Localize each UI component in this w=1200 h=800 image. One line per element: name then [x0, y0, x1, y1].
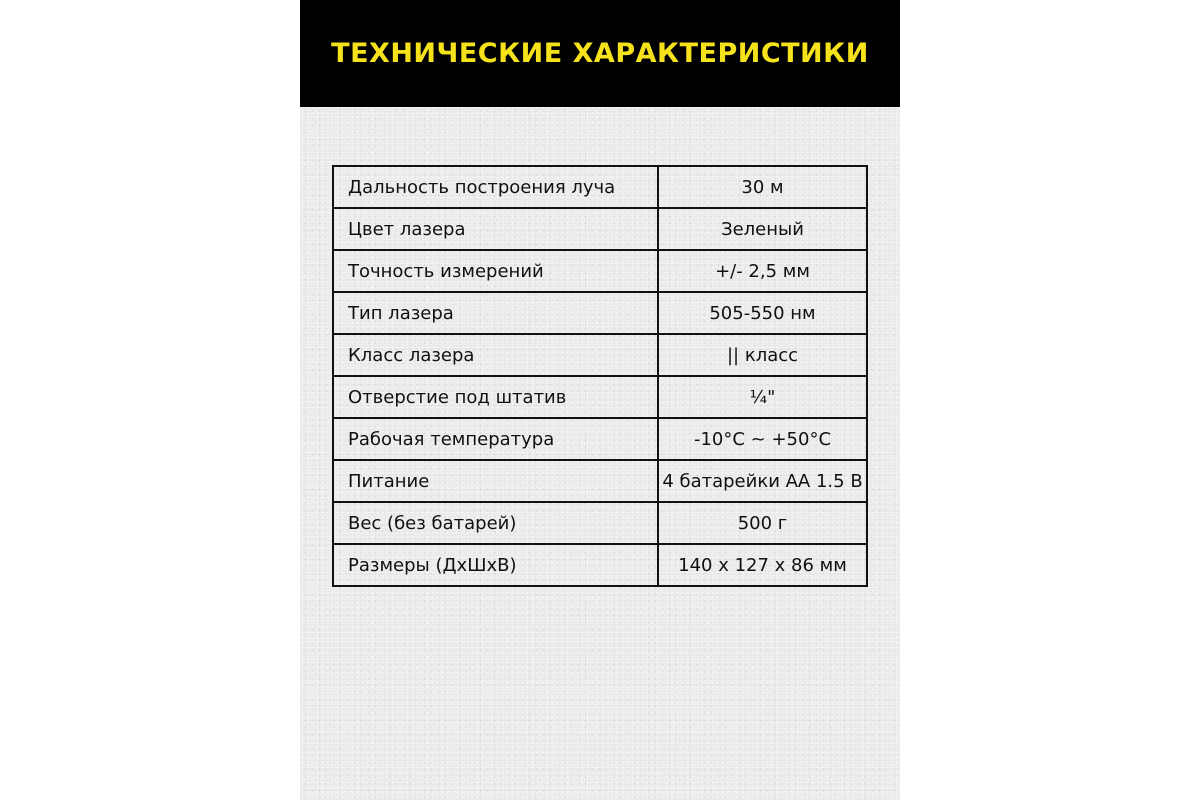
spec-name: Класс лазера — [333, 334, 658, 376]
table-row — [333, 376, 867, 418]
spec-name: Цвет лазера — [333, 208, 658, 250]
spec-name: Размеры (ДхШхВ) — [333, 544, 658, 586]
spec-name: Вес (без батарей) — [333, 502, 658, 544]
spec-name: Питание — [333, 460, 658, 502]
table-row — [333, 544, 867, 586]
table-row — [333, 460, 867, 502]
specs-table — [332, 165, 868, 587]
spec-value: 30 м — [658, 166, 867, 208]
spec-name: Рабочая температура — [333, 418, 658, 460]
table-row — [333, 502, 867, 544]
spec-value: +/- 2,5 мм — [658, 250, 867, 292]
spec-name: Точность измерений — [333, 250, 658, 292]
table-row — [333, 166, 867, 208]
spec-name: Отверстие под штатив — [333, 376, 658, 418]
spec-value: Зеленый — [658, 208, 867, 250]
spec-value: || класс — [658, 334, 867, 376]
spec-value: -10°C ~ +50°C — [658, 418, 867, 460]
header-banner — [300, 0, 900, 107]
spec-value: 4 батарейки АА 1.5 В — [658, 460, 867, 502]
table-row — [333, 334, 867, 376]
table-row — [333, 208, 867, 250]
spec-name: Дальность построения луча — [333, 166, 658, 208]
table-row — [333, 292, 867, 334]
page-title: ТЕХНИЧЕСКИЕ ХАРАКТЕРИСТИКИ — [331, 38, 869, 69]
table-row — [333, 418, 867, 460]
table-row — [333, 250, 867, 292]
spec-name: Тип лазера — [333, 292, 658, 334]
spec-value: 505-550 нм — [658, 292, 867, 334]
spec-value: 140 х 127 х 86 мм — [658, 544, 867, 586]
spec-value: ¼" — [658, 376, 867, 418]
spec-value: 500 г — [658, 502, 867, 544]
